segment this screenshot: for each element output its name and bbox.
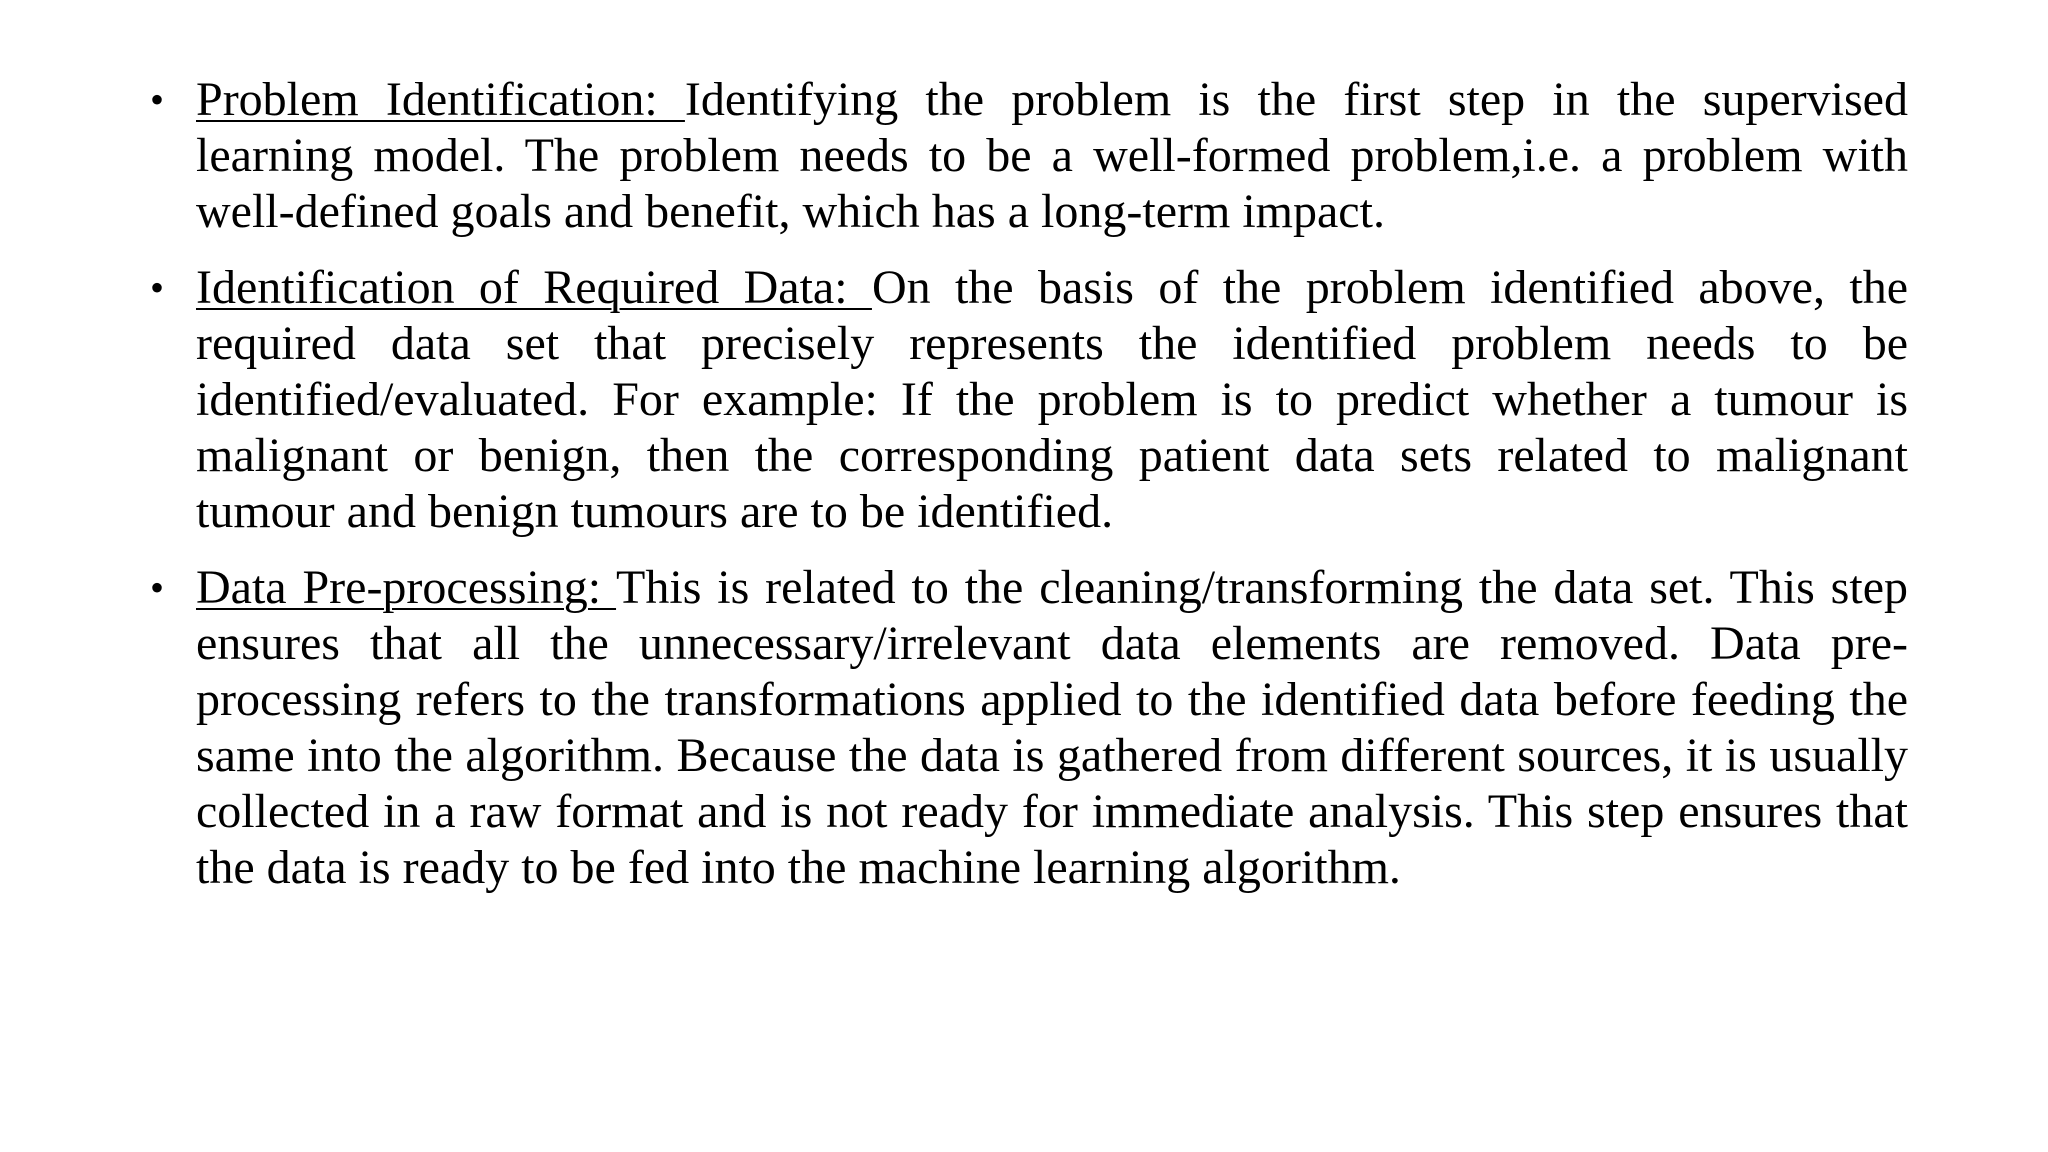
- bullet-heading: Identification of Required Data:: [196, 261, 872, 314]
- bullet-dot-icon: •: [150, 565, 165, 610]
- bullet-text: This is related to the cleaning/transforming the data set. This step ensures that all the unnecessary/irrelevant data elements are removed. Data pre-processing refers to the transformations applied to the identified data before feeding the same into the algorithm. Because the data is gathered from different sources, it is usually collected in a raw format and is not ready for immediate analysis. This step ensures that the data is ready to be fed into the machine learning algorithm.: [196, 561, 1908, 894]
- bullet-heading: Problem Identification:: [196, 73, 685, 126]
- bullet-text: Identifying the problem is the first step in the supervised learning model. The problem needs to be a well-formed problem,i.e. a problem with well-defined goals and benefit, which has a long-term impact.: [196, 73, 1908, 238]
- bullet-text: On the basis of the problem identified above, the required data set that precisely represents the identified problem needs to be identified/evaluated. For example: If the problem is to predict whether a tumour is malignant or benign, then the corresponding patient data sets related to malignant tumour and benign tumours are to be identified.: [196, 261, 1909, 538]
- bullet-dot-icon: •: [150, 265, 165, 310]
- bullet-problem-identification: [150, 72, 1908, 240]
- bullet-dot-icon: •: [150, 77, 165, 122]
- bullet-identification-of-required-data: [150, 260, 1908, 540]
- bullet-list: [150, 72, 1908, 916]
- bullet-heading: Data Pre-processing:: [196, 561, 617, 614]
- bullet-data-pre-processing: [150, 560, 1908, 896]
